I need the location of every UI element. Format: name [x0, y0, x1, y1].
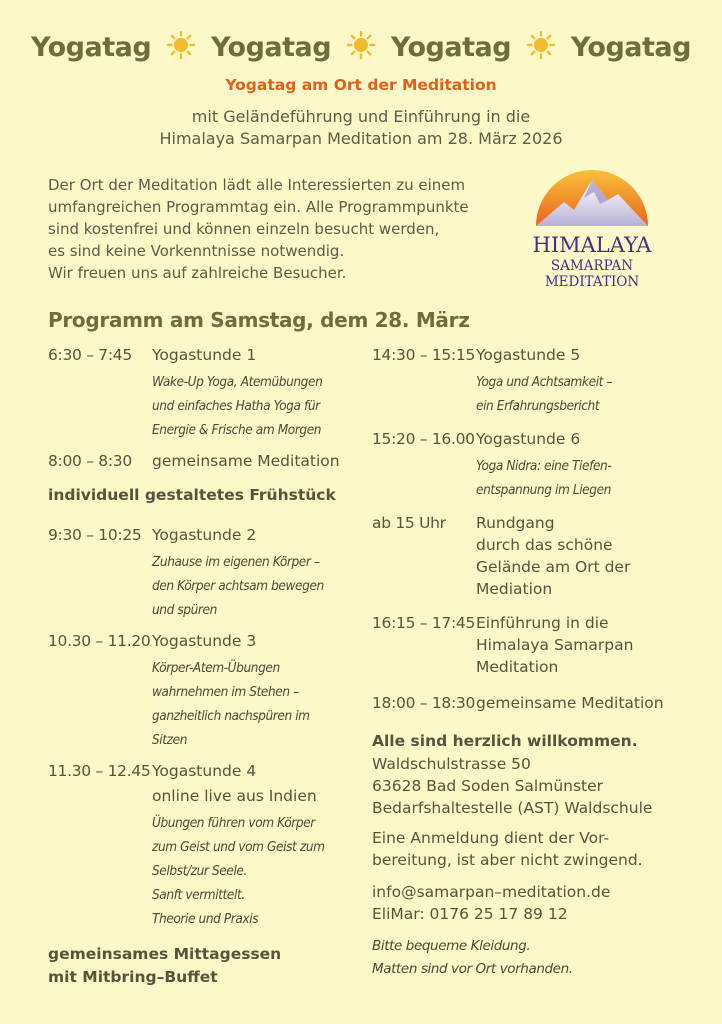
label-line: Rundgang	[476, 514, 555, 532]
desc-line: Sitzen	[152, 732, 187, 748]
item-label: Yogastunde 6	[476, 430, 581, 448]
item-label: Yogastunde 1	[152, 346, 257, 364]
welcome-note: Alle sind herzlich willkommen.	[372, 732, 638, 750]
label-line: Mediation	[476, 580, 553, 598]
note-line: Bitte bequeme Kleidung.	[372, 938, 531, 954]
lunch-note	[48, 943, 378, 989]
item-label: gemeinsame Meditation	[152, 452, 340, 470]
title-word: Yogatag	[390, 32, 512, 63]
desc-line: und spüren	[152, 602, 217, 618]
schedule-item	[48, 630, 378, 652]
desc-line: Übungen führen vom Körper	[152, 815, 315, 831]
contact	[372, 881, 712, 925]
subtitle: Yogatag am Ort der Meditation	[225, 76, 497, 94]
desc-line: Yoga Nidra: eine Tiefen-	[476, 458, 612, 474]
item-label: Yogastunde 3	[152, 632, 257, 650]
schedule-item	[372, 344, 712, 366]
time: 18:00 – 18:30	[372, 694, 476, 712]
time: ab 15 Uhr	[372, 514, 446, 532]
title-row	[0, 30, 722, 63]
sun-icon	[526, 30, 556, 60]
schedule-item	[372, 612, 712, 678]
registration-line: bereitung, ist aber nicht zwingend.	[372, 851, 643, 869]
title-word: Yogatag	[210, 32, 332, 63]
item-label	[476, 612, 712, 678]
intro-line: mit Geländeführung und Einführung in die	[191, 107, 531, 126]
item-description	[152, 550, 378, 622]
note-line: Matten sind vor Ort vorhanden.	[372, 961, 573, 977]
desc-line: und einfaches Hatha Yoga für	[152, 398, 320, 414]
desc-line: Körper-Atem-Übungen	[152, 660, 280, 676]
item-subtitle: online live aus Indien	[152, 787, 317, 805]
schedule-item	[48, 760, 378, 782]
time: 9:30 – 10:25	[48, 526, 142, 544]
program-heading: Programm am Samstag, dem 28. März	[48, 308, 470, 332]
item-label: Yogastunde 4	[152, 762, 257, 780]
description-line: umfangreichen Programmtag ein. Alle Programmpunkte	[48, 198, 469, 216]
label-line: durch das schöne	[476, 536, 613, 554]
logo-line-2: SAMARPAN	[550, 258, 634, 274]
time: 11.30 – 12.45	[48, 762, 151, 780]
item-description	[152, 370, 378, 442]
address-line: 63628 Bad Soden Salmünster	[372, 777, 604, 795]
logo-line-1: HIMALAYA	[532, 233, 652, 257]
description-line: es sind keine Vorkenntnisse notwendig.	[48, 242, 345, 260]
label-line: Einführung in die	[476, 614, 609, 632]
sun-icon	[166, 30, 196, 60]
item-description	[152, 656, 378, 752]
item-label	[476, 512, 712, 600]
description-line: sind kostenfrei und können einzeln besucht werden,	[48, 220, 440, 238]
logo-line-3: MEDITATION	[544, 274, 640, 290]
desc-line: den Körper achtsam bewegen	[152, 578, 324, 594]
schedule-item	[372, 512, 712, 600]
email-link[interactable]: info@samarpan–meditation.de	[372, 883, 611, 901]
desc-line: zum Geist und vom Geist zum	[152, 839, 325, 855]
item-label: Yogastunde 2	[152, 526, 257, 544]
desc-line: Wake-Up Yoga, Atemübungen	[152, 374, 323, 390]
desc-line: Energie & Frische am Morgen	[152, 422, 322, 438]
time: 6:30 – 7:45	[48, 346, 132, 364]
description	[48, 174, 518, 284]
desc-line: Sanft vermittelt.	[152, 887, 245, 903]
schedule-item	[48, 344, 378, 366]
time: 10.30 – 11.20	[48, 632, 151, 650]
desc-line: ein Erfahrungsbericht	[476, 398, 600, 414]
item-description	[476, 370, 712, 418]
desc-line: Zuhause im eigenen Körper –	[152, 554, 320, 570]
description-line: Der Ort der Meditation lädt alle Interessierten zu einem	[48, 176, 466, 194]
time: 15:20 – 16.00	[372, 430, 475, 448]
breakfast-note: individuell gestaltetes Frühstück	[48, 486, 336, 504]
registration-line: Eine Anmeldung dient der Vor-	[372, 829, 610, 847]
address-line: Waldschulstrasse 50	[372, 755, 531, 773]
address	[372, 753, 712, 819]
intro-line: Himalaya Samarpan Meditation am 28. März 2026	[159, 129, 563, 148]
time: 8:00 – 8:30	[48, 452, 132, 470]
time: 16:15 – 17:45	[372, 614, 476, 632]
time: 14:30 – 15:15	[372, 346, 476, 364]
address-line: Bedarfshaltestelle (AST) Waldschule	[372, 799, 653, 817]
desc-line: wahrnehmen im Stehen –	[152, 684, 299, 700]
label-line: Gelände am Ort der	[476, 558, 631, 576]
phone-number[interactable]: EliMar: 0176 25 17 89 12	[372, 905, 568, 923]
lunch-line: gemeinsames Mittagessen	[48, 945, 282, 963]
program-left-column	[48, 344, 378, 989]
schedule-item	[48, 524, 378, 546]
program-right-column	[372, 344, 712, 981]
schedule-item	[372, 428, 712, 450]
label-line: Himalaya Samarpan	[476, 636, 634, 654]
lunch-line: mit Mitbring–Buffet	[48, 968, 218, 986]
item-label: gemeinsame Meditation	[476, 694, 664, 712]
closing-note	[372, 935, 712, 981]
desc-line: Selbst/zur Seele.	[152, 863, 247, 879]
item-label: Yogastunde 5	[476, 346, 581, 364]
title-word: Yogatag	[31, 32, 152, 63]
desc-line: entspannung im Liegen	[476, 482, 611, 498]
desc-line: Yoga und Achtsamkeit –	[476, 374, 613, 390]
schedule-subline	[48, 785, 378, 807]
intro	[0, 106, 722, 150]
himalaya-samarpan-logo	[520, 166, 680, 296]
schedule-item	[48, 450, 378, 472]
label-line: Meditation	[476, 658, 559, 676]
sun-icon	[346, 30, 376, 60]
item-description	[152, 811, 378, 931]
schedule-item	[372, 692, 712, 714]
title-word: Yogatag	[570, 32, 691, 63]
desc-line: ganzheitlich nachspüren im	[152, 708, 310, 724]
description-line: Wir freuen uns auf zahlreiche Besucher.	[48, 264, 347, 282]
desc-line: Theorie und Praxis	[152, 911, 259, 927]
item-description	[476, 454, 712, 502]
registration-note	[372, 827, 712, 871]
